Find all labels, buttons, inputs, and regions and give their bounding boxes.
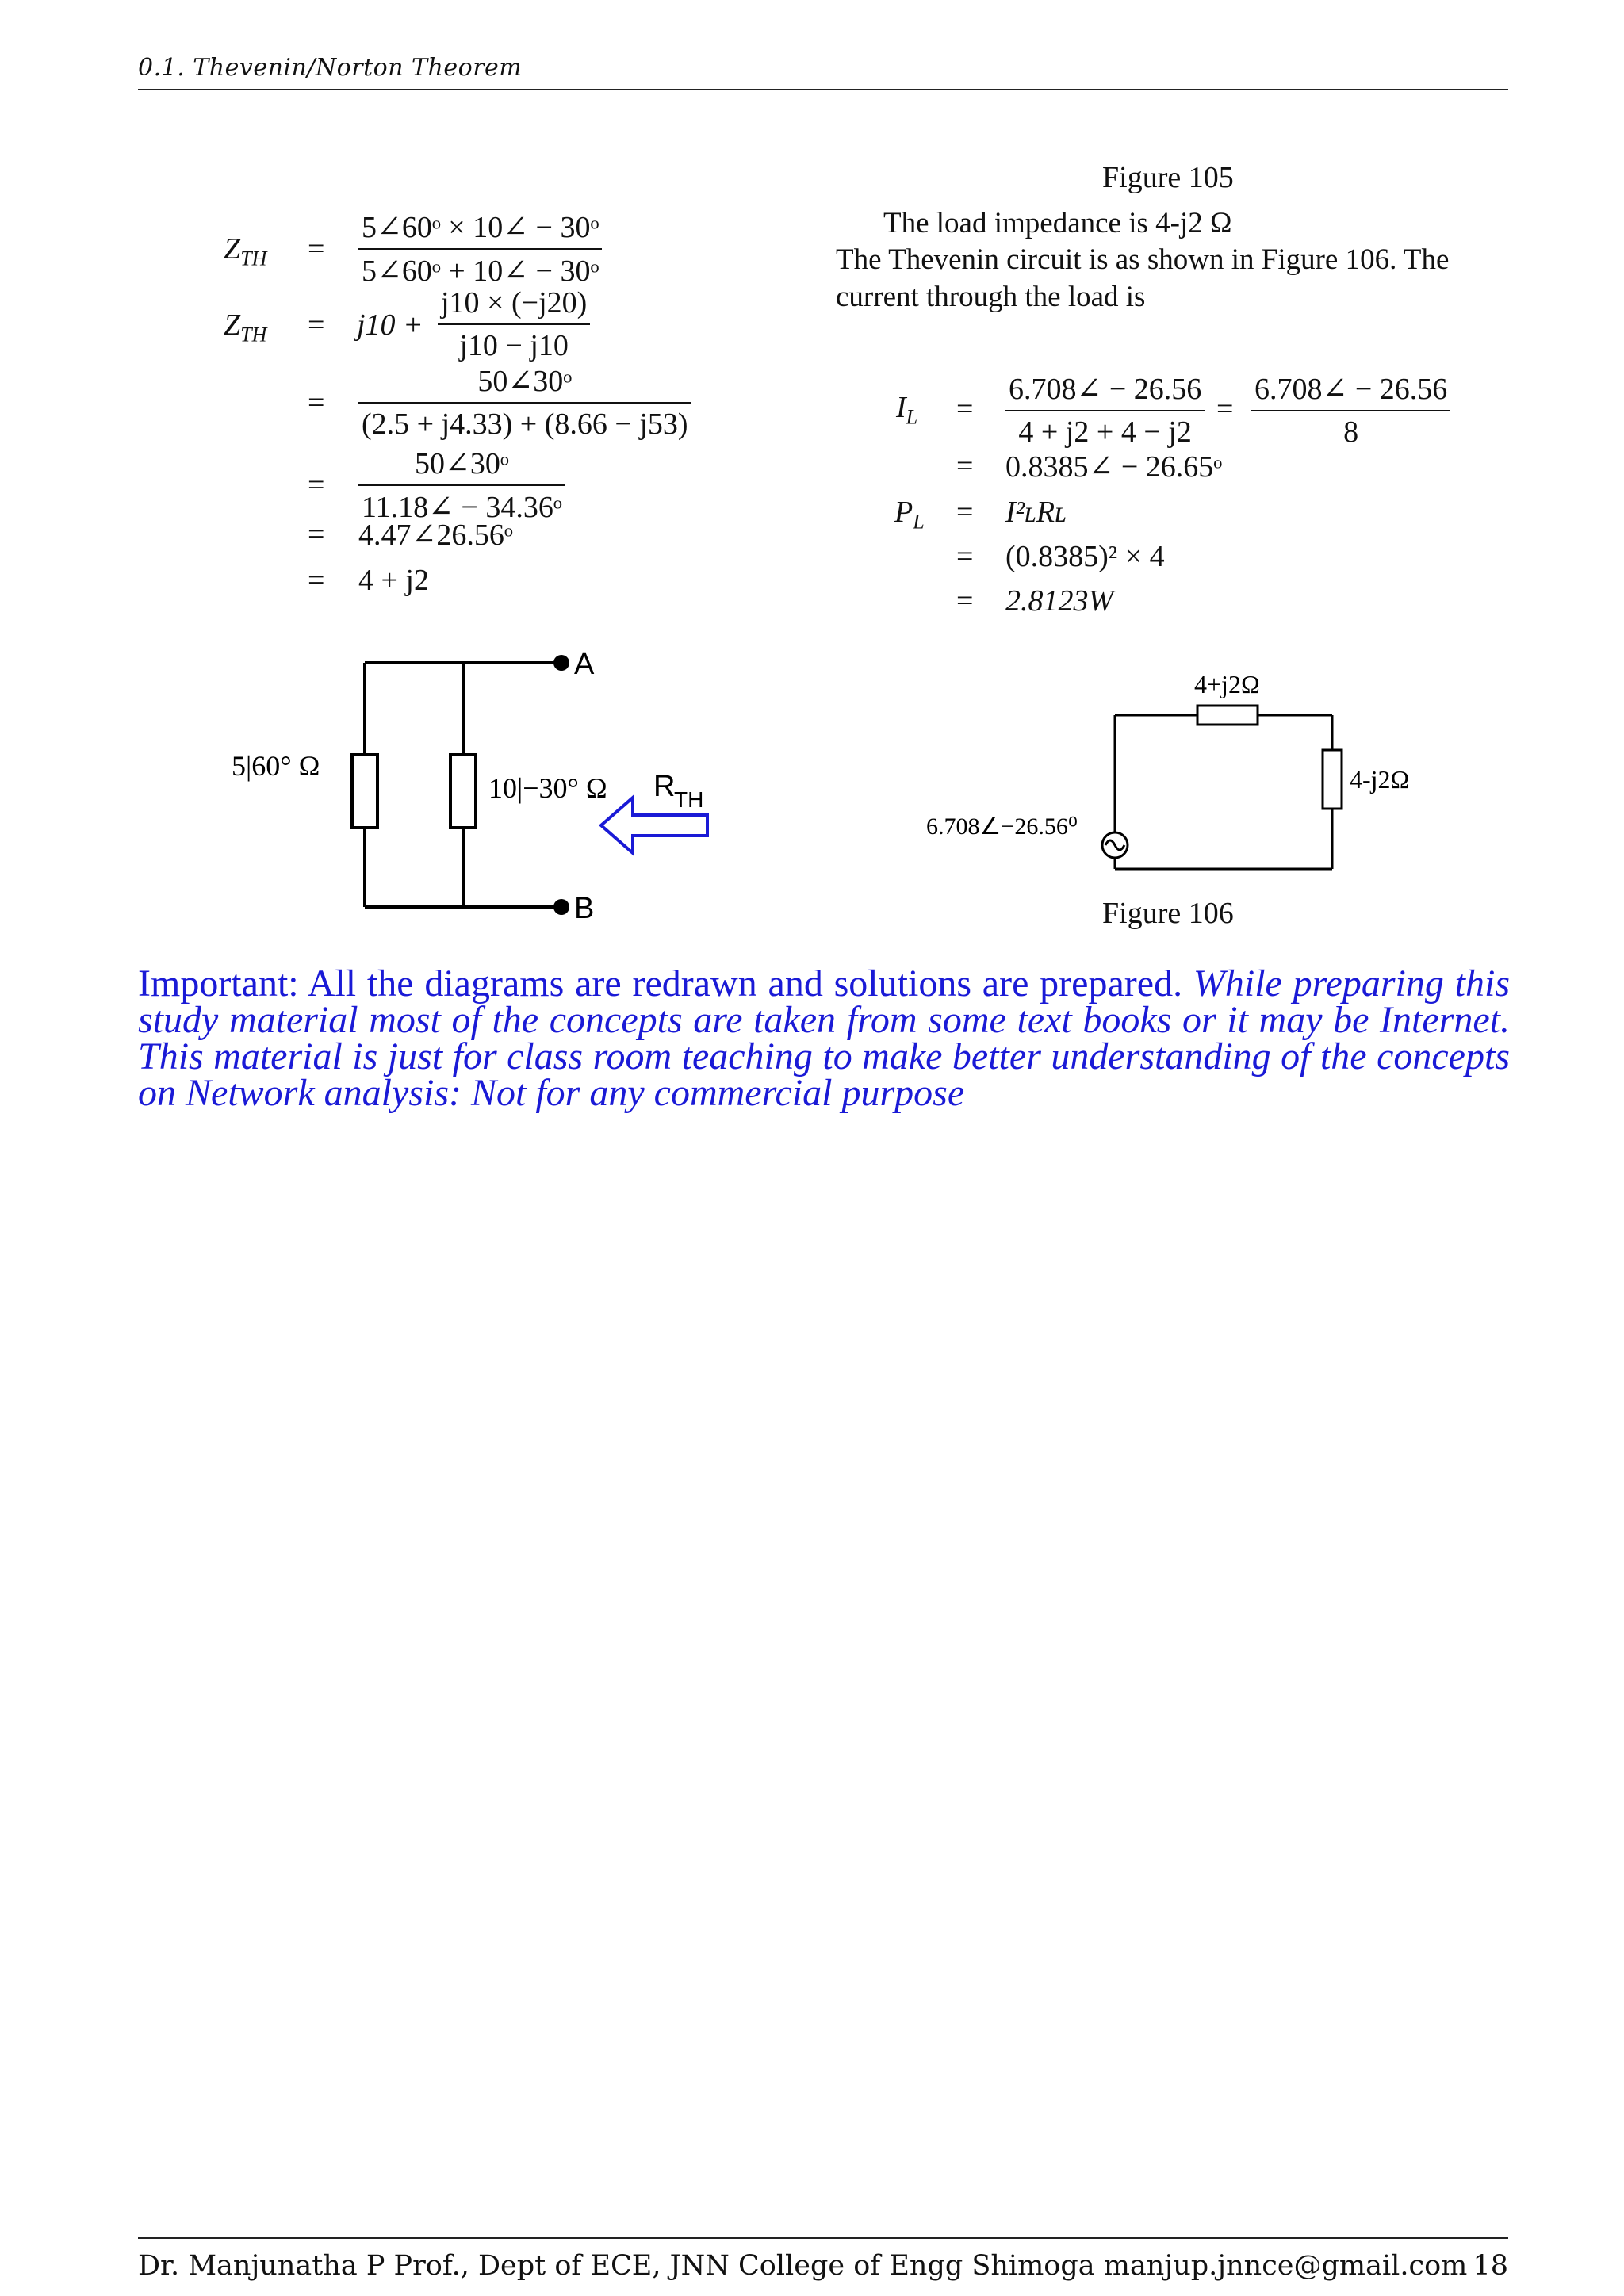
zth-fraction-1: 5∠60ᵒ × 10∠ − 30ᵒ 5∠60ᵒ + 10∠ − 30ᵒ	[358, 209, 602, 289]
r2-label: 10|−30° Ω	[488, 772, 607, 804]
equals-5: =	[308, 518, 325, 551]
node-a-dot	[553, 655, 569, 671]
load-impedance-line: The load impedance is 4-j2 Ω	[883, 207, 1232, 239]
pl-step: (0.8385)² × 4	[1005, 540, 1165, 573]
important-lead: Important: All the diagrams are redrawn and solutions are prepared.	[138, 962, 1183, 1004]
figure-106-circuit	[912, 650, 1467, 888]
page-number: 18	[1473, 2250, 1508, 2282]
footer-author: Dr. Manjunatha P Prof., Dept of ECE, JNN College of Engg Shimoga manjup.jnnce@gmail.com	[138, 2250, 1468, 2282]
r1-label: 5|60° Ω	[232, 750, 320, 782]
right-impedance-label: 4-j2Ω	[1350, 765, 1410, 794]
il-result: 0.8385∠ − 26.65ᵒ	[1005, 450, 1223, 484]
footer	[138, 2250, 1508, 2282]
zth-label-1: $Z_{TH}$	[224, 232, 267, 270]
current-through-load-line: current through the load is	[836, 281, 1146, 313]
pl-label: $P_L$	[894, 496, 925, 534]
equals-3: =	[308, 386, 325, 419]
zth-fraction-3: 50∠30ᵒ (2.5 + j4.33) + (8.66 − j53)	[358, 363, 691, 442]
il-label: $I_L$	[896, 391, 918, 429]
equals-il-2: =	[1216, 392, 1234, 426]
load-impedance-right	[1323, 750, 1342, 809]
equals-pl-3: =	[956, 584, 974, 618]
figure-105-circuit	[214, 634, 737, 936]
running-header: 0.1. Thevenin/Norton Theorem	[138, 54, 523, 82]
equals-pl: =	[956, 496, 974, 529]
rth-subscript: TH	[674, 787, 704, 812]
footer-rule	[138, 2237, 1508, 2239]
equals-6: =	[308, 564, 325, 597]
equals-2: =	[308, 308, 325, 342]
top-impedance-label: 4+j2Ω	[1194, 670, 1260, 698]
important-note	[138, 962, 1511, 1114]
figure-105-caption: Figure 105	[1102, 161, 1234, 194]
il-fraction-2: 6.708∠ − 26.56 8	[1251, 371, 1450, 450]
pl-result: 2.8123W	[1005, 584, 1114, 618]
zth-label-2: $Z_{TH}$	[224, 308, 267, 346]
zth-fraction-4: 50∠30ᵒ 11.18∠ − 34.36ᵒ	[358, 446, 565, 525]
resistor-2	[450, 755, 476, 828]
node-b-dot	[553, 899, 569, 915]
equals-1: =	[308, 232, 325, 266]
node-a-label: A	[574, 648, 595, 681]
important-italic: While preparing this study material most of the concepts are taken from some text books or it may be Internet. This material is just for class room teaching to make better understanding of the concepts on Network analysis: Not for any commercial purpose	[138, 962, 1511, 1114]
zth-result-rect: 4 + j2	[358, 564, 429, 597]
zth-result-polar: 4.47∠26.56ᵒ	[358, 519, 513, 552]
figure-106-caption: Figure 106	[1102, 897, 1234, 930]
pl-formula: I²ʟRʟ	[1005, 496, 1067, 529]
equals-il-3: =	[956, 450, 974, 483]
node-b-label: B	[574, 892, 595, 925]
equals-il: =	[956, 392, 974, 426]
equals-pl-2: =	[956, 540, 974, 573]
equals-4: =	[308, 469, 325, 502]
resistor-1	[352, 755, 377, 828]
load-impedance-top	[1197, 706, 1258, 725]
rth-label: R	[653, 770, 676, 803]
zth-prefix: j10 +	[357, 308, 423, 342]
thevenin-circuit-line: The Thevenin circuit is as shown in Figure 106. The	[836, 243, 1450, 276]
zth-fraction-2: j10 × (−j20) j10 − j10	[438, 285, 590, 363]
il-fraction-1: 6.708∠ − 26.56 4 + j2 + 4 − j2	[1005, 371, 1205, 450]
source-label: 6.708∠−26.56⁰	[926, 813, 1078, 840]
header-rule	[138, 89, 1508, 90]
